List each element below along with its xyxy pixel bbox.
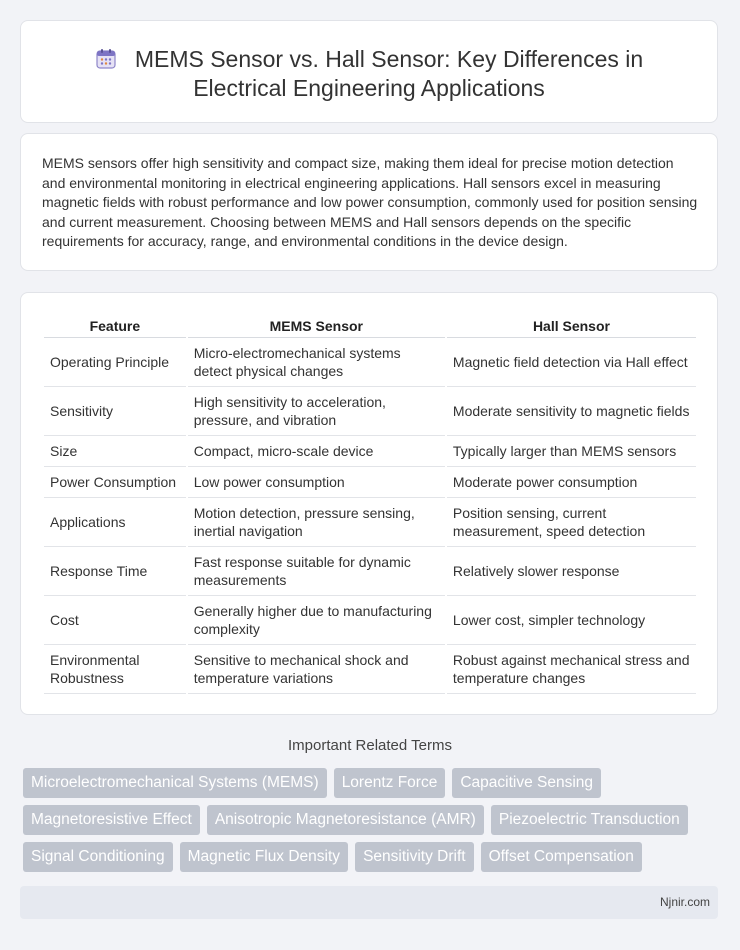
hall-cell: Magnetic field detection via Hall effect <box>447 338 696 387</box>
tag-row <box>23 805 723 835</box>
term-tag[interactable]: Magnetoresistive Effect <box>23 805 200 835</box>
comparison-table <box>42 315 698 694</box>
related-terms-list <box>23 768 723 879</box>
intro-paragraph: MEMS sensors offer high sensitivity and compact size, making them ideal for precise motion detection and environmental monitoring in electrical engineering applications. Hall sensors excel in measuring magnetic fields with robust performance and low power consumption, commonly used for position sensing and current measurement. Choosing between MEMS and Hall sensors depends on the specific requirements for accuracy, range, and environmental conditions in the device design. <box>42 155 698 250</box>
footer-site-name[interactable]: Njnir.com <box>659 895 710 909</box>
table-row <box>44 645 696 694</box>
table-row <box>44 387 696 436</box>
table-row <box>44 436 696 467</box>
footer <box>20 886 718 919</box>
hall-cell: Robust against mechanical stress and temperature changes <box>447 645 696 694</box>
mems-cell: Sensitive to mechanical shock and temperature variations <box>188 645 445 694</box>
term-tag[interactable]: Sensitivity Drift <box>355 842 474 872</box>
hall-cell: Moderate sensitivity to magnetic fields <box>447 387 696 436</box>
hall-cell: Position sensing, current measurement, speed detection <box>447 498 696 547</box>
mems-cell: Micro-electromechanical systems detect physical changes <box>188 338 445 387</box>
term-tag[interactable]: Capacitive Sensing <box>452 768 601 798</box>
mems-cell: Low power consumption <box>188 467 445 498</box>
feature-cell: Environmental Robustness <box>44 645 186 694</box>
related-terms-title: Important Related Terms <box>288 737 452 754</box>
tag-row <box>23 842 723 872</box>
term-tag[interactable]: Lorentz Force <box>334 768 446 798</box>
term-tag[interactable]: Anisotropic Magnetoresistance (AMR) <box>207 805 484 835</box>
mems-cell: Compact, micro-scale device <box>188 436 445 467</box>
header-mems: MEMS Sensor <box>188 315 445 338</box>
tag-row <box>23 768 723 798</box>
feature-cell: Applications <box>44 498 186 547</box>
calendar-icon <box>95 48 117 70</box>
hall-cell: Typically larger than MEMS sensors <box>447 436 696 467</box>
term-tag[interactable]: Offset Compensation <box>481 842 642 872</box>
intro-card <box>20 133 718 271</box>
mems-cell: Generally higher due to manufacturing complexity <box>188 596 445 645</box>
header-hall: Hall Sensor <box>447 315 696 338</box>
feature-cell: Sensitivity <box>44 387 186 436</box>
header-feature: Feature <box>44 315 186 338</box>
table-row <box>44 596 696 645</box>
title-line-1: MEMS Sensor vs. Hall Sensor: Key Differences in <box>134 46 644 72</box>
table-header-row <box>44 315 696 338</box>
table-row <box>44 547 696 596</box>
term-tag[interactable]: Microelectromechanical Systems (MEMS) <box>23 768 327 798</box>
feature-cell: Cost <box>44 596 186 645</box>
table-row <box>44 338 696 387</box>
table-row <box>44 467 696 498</box>
feature-cell: Response Time <box>44 547 186 596</box>
mems-cell: Fast response suitable for dynamic measurements <box>188 547 445 596</box>
hall-cell: Moderate power consumption <box>447 467 696 498</box>
term-tag[interactable]: Piezoelectric Transduction <box>491 805 688 835</box>
title-line-2: Electrical Engineering Applications <box>193 75 545 101</box>
hall-cell: Lower cost, simpler technology <box>447 596 696 645</box>
mems-cell: Motion detection, pressure sensing, inertial navigation <box>188 498 445 547</box>
table-row <box>44 498 696 547</box>
title-card <box>20 20 718 123</box>
hall-cell: Relatively slower response <box>447 547 696 596</box>
feature-cell: Operating Principle <box>44 338 186 387</box>
feature-cell: Size <box>44 436 186 467</box>
term-tag[interactable]: Signal Conditioning <box>23 842 173 872</box>
term-tag[interactable]: Magnetic Flux Density <box>180 842 348 872</box>
comparison-card <box>20 292 718 715</box>
mems-cell: High sensitivity to acceleration, pressure, and vibration <box>188 387 445 436</box>
page-title <box>21 45 717 103</box>
feature-cell: Power Consumption <box>44 467 186 498</box>
